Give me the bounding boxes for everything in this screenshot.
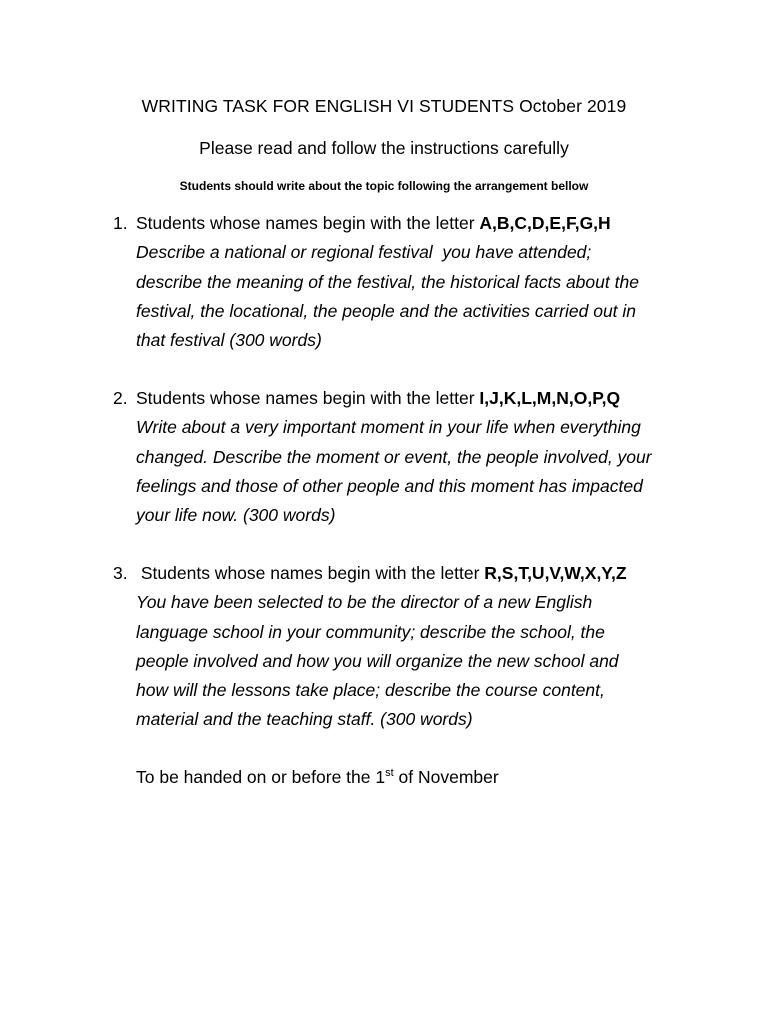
task-description-line: describe the meaning of the festival, the historical facts about the	[136, 271, 639, 292]
task-description-line: your life now. (300 words)	[136, 505, 336, 526]
deadline-superscript: st	[385, 767, 394, 779]
task-heading-text: Students whose names begin with the letter	[136, 213, 475, 233]
task-description	[136, 413, 696, 530]
task-description-line: people involved and how you will organize the new school and	[136, 650, 619, 671]
task-number: 3.	[113, 563, 128, 583]
task-description-line: changed. Describe the moment or event, the people involved, your	[136, 446, 652, 467]
task-heading-text: Students whose names begin with the letter	[136, 388, 475, 408]
task-heading	[136, 559, 713, 588]
task-number: 2.	[113, 388, 128, 408]
task-heading-text: Students whose names begin with the letter	[136, 563, 480, 583]
task-heading	[136, 209, 713, 238]
task-heading	[136, 384, 713, 413]
task-description-line: how will the lessons take place; describe the course content,	[136, 680, 605, 701]
document-title: WRITING TASK FOR ENGLISH VI STUDENTS October 2019	[141, 96, 627, 116]
task-description-line: Write about a very important moment in your life when everything	[136, 417, 641, 438]
task-description-line: language school in your community; describe the school, the	[136, 621, 605, 642]
task-description	[136, 588, 696, 734]
task-letters: A,B,C,D,E,F,G,H	[479, 213, 611, 233]
task-description-line: festival, the locational, the people and the activities carried out in	[136, 300, 637, 321]
task-number: 1.	[113, 213, 128, 233]
task-letters: R,S,T,U,V,W,X,Y,Z	[484, 563, 627, 583]
task-description-line: that festival (300 words)	[136, 330, 322, 351]
deadline-text	[136, 763, 499, 791]
task-item-1	[113, 209, 713, 355]
task-letters: I,J,K,L,M,N,O,P,Q	[479, 388, 621, 408]
task-description-line: You have been selected to be the director of a new English	[136, 592, 593, 613]
task-item-2	[113, 384, 713, 530]
deadline-before: To be handed on or before the 1	[136, 767, 386, 787]
task-description	[136, 238, 696, 355]
task-item-3	[113, 559, 713, 735]
document-subtitle: Please read and follow the instructions carefully	[199, 138, 569, 158]
task-description-line: feelings and those of other people and this moment has impacted	[136, 475, 643, 496]
deadline-after: of November	[393, 767, 499, 787]
task-description-line: material and the teaching staff. (300 words)	[136, 709, 473, 730]
arrangement-note: Students should write about the topic following the arrangement bellow	[179, 179, 589, 193]
task-description-line: Describe a national or regional festival you have attended;	[136, 242, 592, 263]
